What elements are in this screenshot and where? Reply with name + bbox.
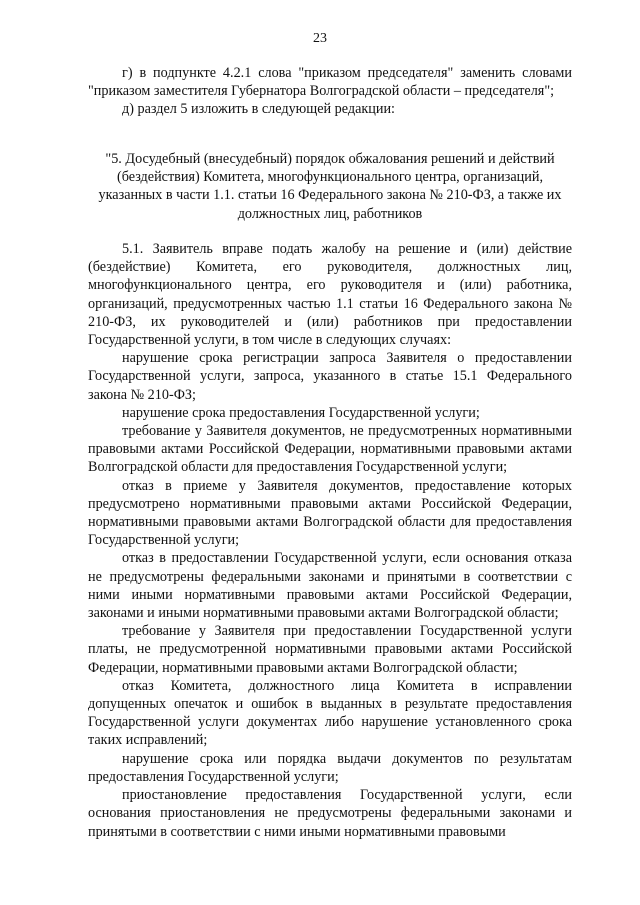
- list-item: отказ в приеме у Заявителя документов, предоставление которых предусмотрено нормативными правовыми актами Российской Федерации, нормативными правовыми актами Волгоградской области для предоставления Государственной услуги;: [88, 477, 572, 549]
- page-number: 23: [313, 31, 327, 46]
- section-title-block: [88, 150, 572, 223]
- list-item: отказ в предоставлении Государственной услуги, если основания отказа не предусмотрены федеральными законами и принятыми в соответствии с ними иными нормативными правовыми актами Российской Федерации, законами и иными нормативными правовыми актами Волгоградской области;: [88, 550, 572, 622]
- section-title: "5. Досудебный (внесудебный) порядок обжалования решений и действий (бездействия) Комитета, многофункционального центра, организаций, указанных в части 1.1. статьи 16 Федерального закона № 210-ФЗ, а также их должностных лиц, работников: [98, 151, 562, 222]
- paragraph-5-1: 5.1. Заявитель вправе подать жалобу на решение и (или) действие (бездействие) Комитета, его руководителя, должностных лиц, многофункционального центра, его руководителя и (или) работника, организаций, предусмотренных частью 1.1 статьи 16 Федерального закона № 210-ФЗ, их руководителей и (или) работников при предоставлении Государственной услуги, в том числе в следующих случаях:: [88, 241, 572, 349]
- list-item: нарушение срока регистрации запроса Заявителя о предоставлении Государственной услуги, запроса, указанного в статье 15.1 Федерального закона № 210-ФЗ;: [88, 350, 572, 403]
- amendment-item-d: д) раздел 5 изложить в следующей редакции:: [122, 101, 395, 118]
- list-item: нарушение срока предоставления Государственной услуги;: [122, 404, 480, 421]
- list-item: требование у Заявителя при предоставлении Государственной услуги платы, не предусмотренной нормативными правовыми актами Российской Федерации, нормативными правовыми актами Волгоградской области;: [88, 623, 572, 676]
- list-item: отказ Комитета, должностного лица Комитета в исправлении допущенных опечаток и ошибок в выданных в результате предоставления Государственной услуги документах либо нарушение установленного срока таких исправлений;: [88, 677, 572, 749]
- amendments-block: [88, 64, 572, 119]
- list-item: требование у Заявителя документов, не предусмотренных нормативными правовыми актами Российской Федерации, нормативными правовыми актами Волгоградской области для предоставления Государственной услуги;: [88, 423, 572, 476]
- amendment-item-g: г) в подпункте 4.2.1 слова "приказом председателя" заменить словами "приказом заместителя Губернатора Волгоградской области – председателя";: [88, 65, 572, 100]
- list-item: приостановление предоставления Государственной услуги, если основания приостановления не предусмотрены федеральными законами и принятыми в соответствии с ними иными нормативными правовыми: [88, 787, 572, 840]
- section-body: [88, 240, 572, 841]
- list-item: нарушение срока или порядка выдачи документов по результатам предоставления Государственной услуги;: [88, 750, 572, 785]
